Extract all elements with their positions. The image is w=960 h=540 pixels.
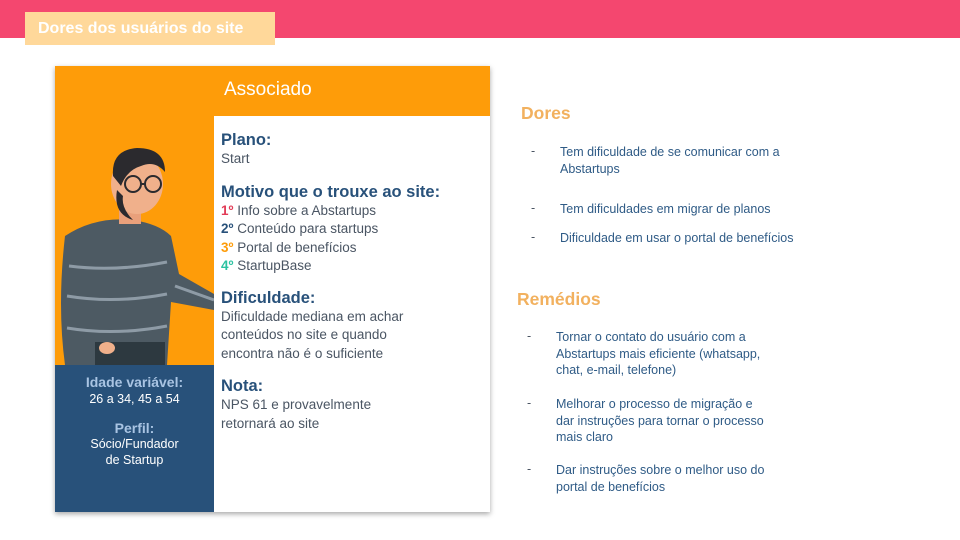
profile-value (55, 436, 214, 468)
plan-heading: Plano: (221, 131, 272, 149)
remedy-bullet: - (527, 396, 532, 410)
motive-item (221, 202, 483, 221)
age-value: 26 a 34, 45 a 54 (89, 392, 180, 406)
note-line: retornará ao site (221, 415, 320, 431)
pain-bullet: - (531, 144, 536, 158)
pain-item (560, 230, 793, 247)
persona-card-header (55, 66, 490, 116)
motive-text: StartupBase (237, 258, 312, 273)
persona-card (55, 66, 490, 512)
persona-illustration-panel (55, 116, 214, 365)
motive-rank: 4º (221, 258, 234, 273)
motive-rank: 1º (221, 202, 234, 218)
remedy-line: Abstartups mais eficiente (whatsapp, (556, 346, 761, 361)
remedy-line: Tornar o contato do usuário com a (556, 330, 746, 344)
remedies-heading: Remédios (517, 289, 601, 309)
note-heading: Nota: (221, 377, 264, 395)
age-label: Idade variável: (85, 374, 184, 390)
profile-label: Perfil: (114, 420, 155, 436)
remedy-item (556, 329, 760, 379)
persona-name: Associado (224, 79, 312, 100)
motive-rank: 3º (221, 239, 234, 255)
motive-text: Portal de benefícios (237, 239, 357, 255)
note-line: NPS 61 e provavelmente (221, 397, 372, 412)
motive-rank: 2º (221, 221, 234, 236)
difficulty-line: Dificuldade mediana em achar (221, 308, 404, 324)
remedy-item (556, 396, 764, 446)
motive-item (221, 239, 483, 258)
plan-value: Start (221, 151, 250, 166)
person-illustration (55, 116, 214, 365)
pain-item (560, 144, 780, 177)
remedy-line: Melhorar o processo de migração e (556, 397, 753, 411)
pain-line: Tem dificuldade de se comunicar com a (560, 145, 780, 159)
persona-details (221, 130, 483, 433)
remedy-line: mais claro (556, 430, 613, 444)
remedy-bullet: - (527, 329, 532, 343)
motive-item (221, 220, 483, 239)
remedy-line: portal de benefícios (556, 479, 666, 494)
pain-line: Tem dificuldades em migrar de planos (560, 202, 771, 216)
difficulty-heading: Dificuldade: (221, 288, 316, 307)
pain-bullet: - (531, 201, 536, 215)
profile-value-line: de Startup (105, 453, 164, 467)
pain-bullet: - (531, 230, 536, 244)
profile-value-line: Sócio/Fundador (90, 437, 179, 451)
pain-line: Dificuldade em usar o portal de benefícios (560, 231, 794, 245)
persona-demographics-panel (55, 365, 214, 512)
motive-item (221, 257, 483, 276)
pain-item (560, 201, 771, 218)
motive-text: Conteúdo para startups (237, 221, 379, 236)
remedy-line: chat, e-mail, telefone) (556, 363, 677, 377)
remedy-bullet: - (527, 462, 532, 476)
pain-line: Abstartups (560, 161, 620, 176)
difficulty-line: conteúdos no site e quando (221, 327, 387, 342)
remedy-item (556, 462, 764, 495)
remedy-line: dar instruções para tornar o processo (556, 413, 764, 428)
motive-heading: Motivo que o trouxe ao site: (221, 182, 441, 201)
motive-text: Info sobre a Abstartups (237, 202, 377, 218)
page-title: Dores dos usuários do site (25, 12, 275, 45)
pains-heading: Dores (521, 103, 571, 123)
difficulty-line: encontra não é o suficiente (221, 345, 384, 361)
remedy-line: Dar instruções sobre o melhor uso do (556, 463, 765, 477)
